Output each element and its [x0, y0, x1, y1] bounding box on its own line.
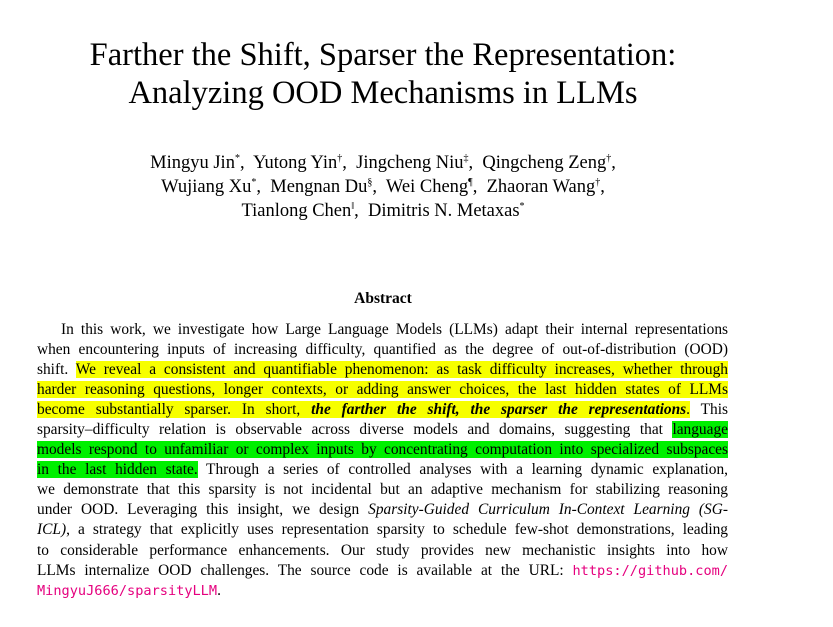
affiliation-mark: *	[519, 201, 525, 212]
affiliation-mark: †	[606, 153, 612, 164]
abstract-line: to considerable performance enhancements. Our study provides new mechanistic insights into how	[37, 541, 728, 559]
abstract-line	[37, 360, 728, 380]
abstract-line: when encountering inputs of increasing difficulty, quantified as the degree of out-of-distribution (OOD)	[37, 341, 728, 359]
author-list	[0, 151, 766, 223]
yellow-highlight: harder reasoning questions, longer contexts, or adding answer choices, the last hidden states of LLMs	[37, 381, 728, 399]
abstract-text: LLMs internalize OOD challenges. The source code is available at the URL:	[37, 561, 573, 579]
abstract-text: Through a series of controlled analyses with a learning dynamic explanation,	[197, 461, 728, 479]
author-name: Dimitris N. Metaxas	[367, 201, 520, 221]
abstract-heading: Abstract	[354, 290, 412, 307]
author-line-3: Tianlong Chen‖, Dimitris N. Metaxas*	[241, 201, 525, 221]
abstract-line	[37, 380, 728, 400]
abstract-body	[37, 320, 728, 601]
affiliation-mark: *	[234, 153, 240, 164]
affiliation-mark: †	[595, 177, 601, 188]
title-line-2: Analyzing OOD Mechanisms in LLMs	[128, 75, 638, 111]
abstract-line	[37, 420, 728, 440]
green-highlight: in the last hidden state.	[37, 461, 198, 479]
method-name: ICL)	[37, 521, 67, 539]
author-name: Qingcheng Zeng	[482, 153, 607, 173]
abstract-text: become substantially sparser. In short,	[37, 401, 312, 419]
abstract-line	[37, 400, 728, 420]
abstract-line	[37, 500, 728, 520]
method-name: Sparsity-Guided Curriculum In-Context Learning (SG-	[368, 501, 728, 519]
abstract-line: we demonstrate that this sparsity is not incidental but an adaptive mechanism for stabilizing reasoning	[37, 481, 728, 499]
author-name: Tianlong Chen	[241, 201, 352, 221]
yellow-highlight: We reveal a consistent and quantifiable phenomenon: as task difficulty increases, whether through	[75, 361, 729, 379]
abstract-line	[37, 520, 728, 540]
abstract-text: under OOD. Leveraging this insight, we design	[37, 501, 369, 519]
abstract-text: shift.	[37, 361, 76, 379]
abstract-text: , a strategy that explicitly uses representation sparsity to schedule few-shot demonstrations, leading	[66, 521, 728, 539]
author-name: Yutong Yin	[253, 153, 338, 173]
author-name: Jingcheng Niu	[356, 153, 464, 173]
abstract-text: This	[690, 401, 728, 419]
abstract-text: .	[217, 581, 221, 599]
abstract-text: sparsity–difficulty relation is observable across diverse models and domains, suggesting that	[37, 421, 673, 439]
paper-title	[0, 36, 766, 112]
author-line-2: Wujiang Xu*, Mengnan Du§, Wei Cheng¶, Zhaoran Wang†,	[161, 177, 605, 197]
affiliation-mark: *	[251, 177, 257, 188]
abstract-line: In this work, we investigate how Large Language Models (LLMs) adapt their internal representations	[61, 321, 728, 338]
affiliation-mark: §	[367, 177, 373, 188]
author-name: Zhaoran Wang	[486, 177, 596, 197]
abstract-line	[37, 561, 728, 581]
affiliation-mark: ‖	[351, 201, 355, 212]
author-line-1: Mingyu Jin*, Yutong Yin†, Jingcheng Niu‡, Qingcheng Zeng†,	[150, 153, 616, 173]
key-claim: the farther the shift, the sparser the representations	[311, 401, 687, 419]
green-highlight: models respond to unfamiliar or complex inputs by concentrating computation into specialized subspaces	[37, 441, 728, 459]
source-code-link[interactable]: MingyuJ666/sparsityLLM	[37, 582, 218, 599]
author-name: Wei Cheng	[385, 177, 469, 197]
affiliation-mark: †	[337, 153, 343, 164]
yellow-highlight	[37, 401, 690, 418]
abstract-line	[37, 440, 728, 460]
abstract-line	[37, 581, 728, 601]
author-name: Mengnan Du	[270, 177, 368, 197]
affiliation-mark: ‡	[463, 153, 469, 164]
abstract-text: .	[686, 401, 691, 419]
green-highlight: language	[672, 421, 728, 439]
author-name: Wujiang Xu	[161, 177, 252, 197]
title-line-1: Farther the Shift, Sparser the Representation:	[89, 37, 677, 73]
source-code-link[interactable]: https://github.com/	[572, 562, 728, 579]
abstract-line	[37, 460, 728, 480]
affiliation-mark: ¶	[468, 177, 473, 188]
author-name: Mingyu Jin	[150, 153, 235, 173]
